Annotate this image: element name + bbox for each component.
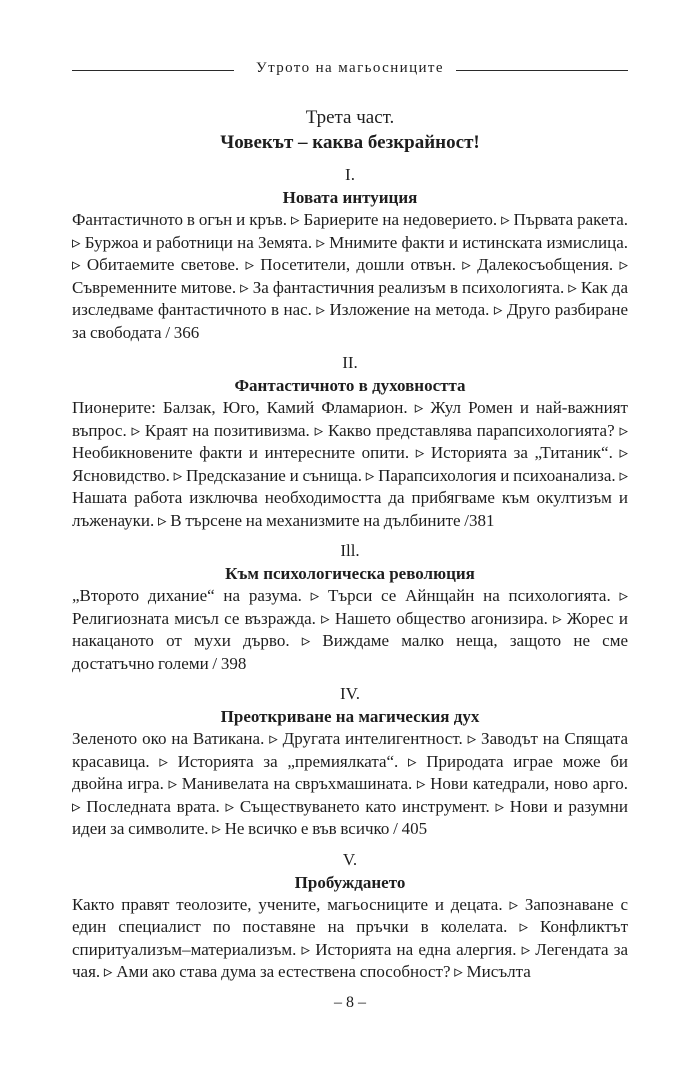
chapter-number: Ill. [340, 541, 360, 560]
chapter-title: Преоткриване на магическия дух [220, 707, 480, 726]
part-title: Човекът – каква безкрайност! [220, 132, 480, 153]
chapter-summary: Зеленото око на Ватикана. ▹ Другата интелигентност. ▹ Заводът на Спящата красавица. ▹ Историята за „премиялката“. ▹ Природата играе може би двойна игра. ▹ Манивелата на свръхмашината. ▹ Нови катедрали, ново арго. ▹ Последната врата. ▹ Съществуването като инструмент. ▹ Нови и разумни идеи за символите. ▹ Не всичко е във всичко / 405 [72, 729, 628, 838]
chapter-section [72, 352, 628, 532]
chapter-title: Пробуждането [294, 872, 406, 892]
running-header [72, 58, 628, 82]
chapter-number: II. [342, 353, 358, 372]
chapter-section [72, 683, 628, 841]
chapter-number: IV. [340, 684, 360, 703]
chapter-title: Към психологическа революция [225, 564, 475, 583]
chapter-summary: „Второто дихание“ на разума. ▹ Търси се Айнщайн на психологията. ▹ Религиозната мисъл се възражда. ▹ Нашето общество агонизира. ▹ Жорес и накацаното от мухи дърво. ▹ Виждаме малко неща, защото не сме достатъчно големи / 398 [72, 586, 628, 673]
chapter-section [72, 849, 628, 984]
header-rule-right [456, 70, 628, 71]
chapter-summary: Фантастичното в огън и кръв. ▹ Бариерите на недоверието. ▹ Първата ракета. ▹ Буржоа и работници на Земята. ▹ Мнимите факти и истинската измислица. ▹ Обитаемите светове. ▹ Посетители, дошли отвън. ▹ Далекосъобщения. ▹ Съвременните митове. ▹ За фантастичния реализъм в психологията. ▹ Как да изследваме фантастичното в нас. ▹ Изложение на метода. ▹ Друго разбиране за свободата / 366 [72, 210, 628, 342]
chapter-number: I. [345, 165, 355, 184]
chapter-section [72, 540, 628, 675]
chapter-title: Новата интуиция [282, 188, 418, 207]
running-header-title: Утрото на магьосниците [256, 60, 444, 76]
table-of-contents [72, 106, 628, 984]
part-label: Трета част. [305, 107, 395, 128]
chapter-summary: Пионерите: Балзак, Юго, Камий Фламарион. ▹ Жул Ромен и най-важният въпрос. ▹ Краят на позитивизма. ▹ Какво представлява парапсихологията? ▹ Необикновените факти и интересните опити. ▹ Историята за „Титаник“. ▹ Ясновидство. ▹ Предсказание и сънища. ▹ Парапсихология и психоанализа. ▹ Нашата работа изключва необходимостта да прибягваме към окултизъм и лъженауки. ▹ В търсене на механизмите на дълбините /381 [72, 398, 628, 530]
chapter-section [72, 164, 628, 344]
chapter-title: Фантастичното в духовността [234, 376, 466, 395]
chapter-summary: Както правят теолозите, учените, магьосниците и децата. ▹ Запознаване с един специалист по поставяне на пръчки в колелата. ▹ Конфликтът спиритуализъм–материализъм. ▹ Историята на една алергия. ▹ Легендата за чая. ▹ Ами ако става дума за естествена способност? ▹ Мисълта [72, 894, 628, 981]
page-number: – 8 – [334, 994, 366, 1011]
chapter-number: V. [342, 849, 358, 869]
